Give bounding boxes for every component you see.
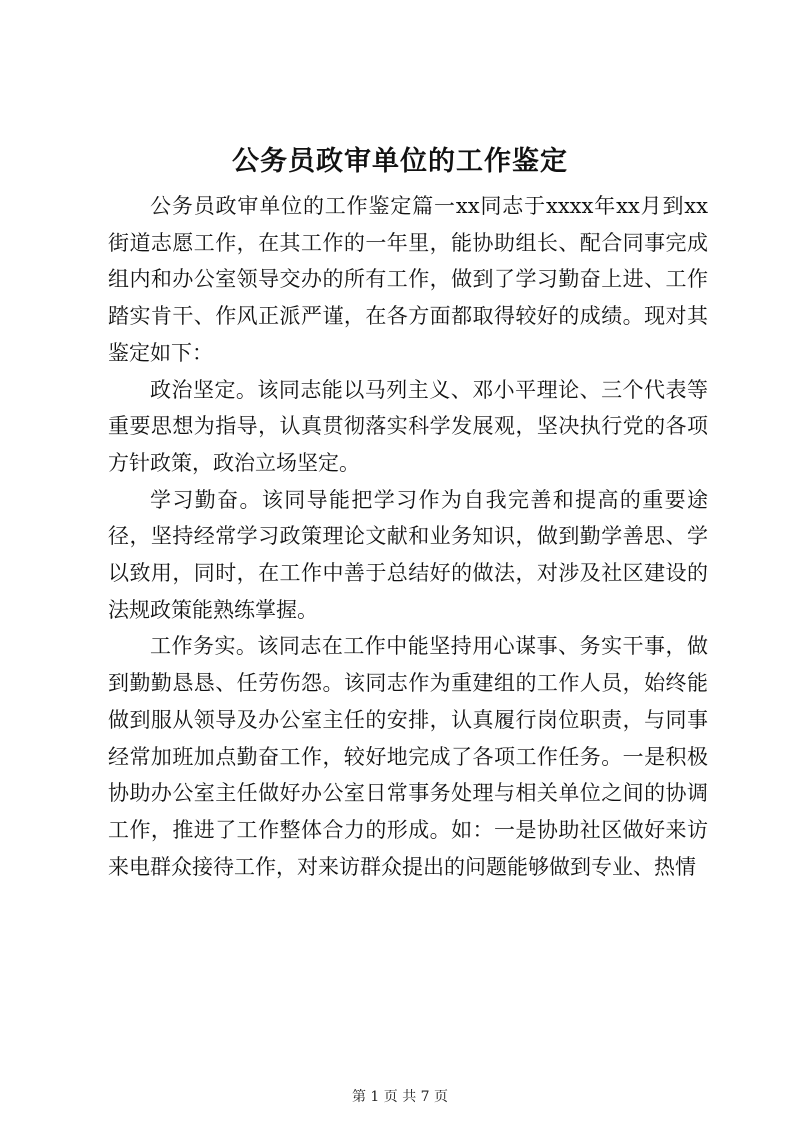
document-title: 公务员政审单位的工作鉴定 <box>232 146 568 177</box>
paragraph-study: 学习勤奋。该同导能把学习作为自我完善和提高的重要途径，坚持经常学习政策理论文献和业务知识，做到勤学善思、学以致用，同时，在工作中善于总结好的做法，对涉及社区建设的法规政策能熟练掌握。 <box>108 487 708 622</box>
paragraph-intro: 公务员政审单位的工作鉴定篇一xx同志于xxxx年xx月到xx街道志愿工作，在其工作的一年里，能协助组长、配合同事完成组内和办公室领导交办的所有工作，做到了学习勤奋上进、工作踏实肯干、作风正派严谨，在各方面都取得较好的成绩。现对其鉴定如下： <box>108 194 708 365</box>
document-body <box>108 188 708 885</box>
paragraph-work: 工作务实。该同志在工作中能坚持用心谋事、务实干事，做到勤勤恳恳、任劳伤怨。该同志作为重建组的工作人员，始终能做到服从领导及办公室主任的安排，认真履行岗位职责，与同事经常加班加点勤奋工作，较好地完成了各项工作任务。一是积极协助办公室主任做好办公室日常事务处理与相关单位之间的协调工作，推进了工作整体合力的形成。如：一是协助社区做好来访来电群众接待工作，对来访群众提出的问题能够做到专业、热情 <box>108 634 708 879</box>
paragraph-political: 政治坚定。该同志能以马列主义、邓小平理论、三个代表等重要思想为指导，认真贯彻落实科学发展观，坚决执行党的各项方针政策，政治立场坚定。 <box>108 377 708 475</box>
page-footer: 第 1 页 共 7 页 <box>351 1089 449 1105</box>
